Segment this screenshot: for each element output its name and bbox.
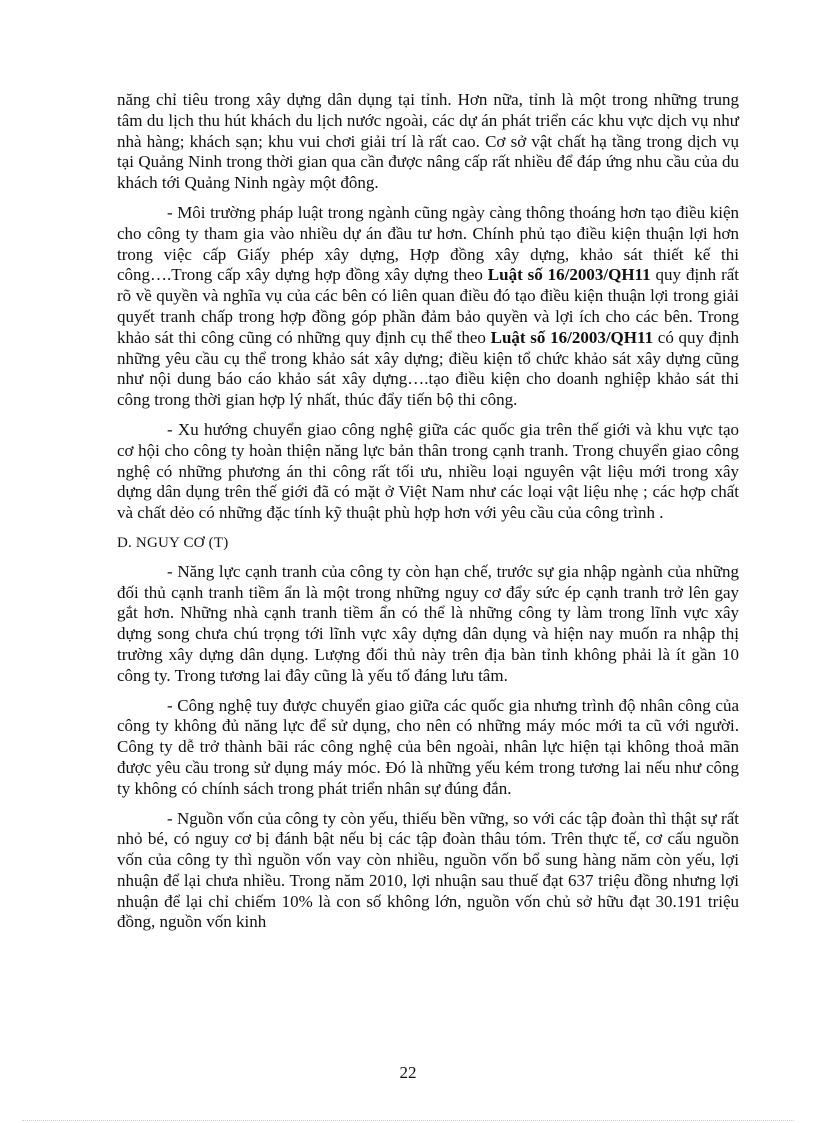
paragraph-text: - Môi trường pháp luật trong ngành cũng ngày càng thông thoáng hơn tạo điều kiện cho công ty tham gia vào nhiều dự án đầu tư hơn. Chính phủ tạo điều kiện thuận lợi hơn trong việc cấp Giấy phép xây dựng, Hợp đồng xây dựng, khảo sát thiết kế thi công….Trong cấp xây dựng hợp đồng xây dựng theo <box>117 202 739 285</box>
section-heading: D. NGUY CƠ (T) <box>117 534 229 551</box>
document-page <box>117 90 739 942</box>
body-text-before-heading <box>117 90 739 524</box>
paragraph-text: có quy định những yêu cầu cụ thể trong khảo sát xây dựng; điều kiện tổ chức khảo sát xây dựng cũng như nội dung báo cáo khảo sát xây dựng….tạo điều kiện cho doanh nghiệp khảo sát thi công trong thời gian hợp lý nhất, thúc đẩy tiến bộ thi công. <box>117 327 739 410</box>
paragraph <box>117 696 739 800</box>
paragraph <box>117 562 739 687</box>
law-reference: Luật số 16/2003/QH11 <box>487 265 651 285</box>
paragraph <box>117 203 739 411</box>
paragraph-text: - Xu hướng chuyển giao công nghệ giữa các quốc gia trên thế giới và khu vực tạo cơ hội cho công ty hoàn thiện năng lực bản thân trong cạnh tranh. Trong chuyển giao công nghệ có những phương án thi công rất tối ưu, nhiều loại nguyên vật liệu mới trong xây dựng dân dụng trên thế giới đã có mặt ở Việt Nam như các loại vật liệu nhẹ ; các hợp chất và chất dẻo có những đặc tính kỹ thuật phù hợp hơn với yêu cầu của công trình . <box>117 419 739 523</box>
paragraph <box>117 420 739 524</box>
paragraph-text: quy định rất rõ về quyền và nghĩa vụ của các bên có liên quan điều đó tạo điều kiện thuận lợi trong giải quyết tranh chấp trong hợp đồng góp phần đảm bảo quyền và lợi ích cho các bên. Trong khảo sát thi công cũng có những quy định cụ thể theo <box>117 265 739 347</box>
paragraph-text: - Công nghệ tuy được chuyển giao giữa các quốc gia nhưng trình độ nhân công của công ty không đủ năng lực để sử dụng, cho nên có những máy móc mới ta cũ với người. Công ty dễ trở thành bãi rác công nghệ của bên ngoài, nhân lực hiện tại không thoả mãn được yêu cầu trong sử dụng máy móc. Đó là những yếu kém trong tương lai nếu như công ty không có chính sách trong phát triển nhân sự đúng đắn. <box>117 695 739 798</box>
paragraph-text: - Năng lực cạnh tranh của công ty còn hạn chế, trước sự gia nhập ngành của những đối thủ cạnh tranh tiềm ẩn là một trong những nguy cơ đẩy sức ép cạnh tranh trở lên gay gắt hơn. Những nhà cạnh tranh tiềm ẩn có thể là những công ty làm trong lĩnh vực xây dựng song chưa chú trọng tới lĩnh vực xây dựng dân dụng và hiện nay muốn ra nhập thị trường xây dựng dân dụng. Lượng đối thủ này trên địa bàn tỉnh không phải là ít gần 10 công ty. Trong tương lai đây cũng là yếu tố đáng lưu tâm. <box>117 561 739 685</box>
page-number: 22 <box>399 1063 417 1082</box>
paragraph <box>117 90 739 194</box>
paragraph-text: - Nguồn vốn của công ty còn yếu, thiếu bền vững, so với các tập đoàn thì thật sự rất nhỏ bé, có nguy cơ bị đánh bật nếu bị các tập đoàn thâu tóm. Trên thực tế, cơ cấu nguồn vốn của công ty thì nguồn vốn vay còn nhiều, nguồn vốn bổ sung hàng năm còn yếu, lợi nhuận để lại chưa nhiều. Trong năm 2010, lợi nhuận sau thuế đạt 637 triệu đồng nhưng lợi nhuận để lại chỉ chiếm 10% là con số không lớn, nguồn vốn chủ sở hữu đạt 30.191 triệu đồng, nguồn vốn kinh <box>117 808 739 932</box>
paragraph-text: năng chỉ tiêu trong xây dựng dân dụng tại tỉnh. Hơn nữa, tỉnh là một trong những trung tâm du lịch thu hút khách du lịch nước ngoài, các dự án phát triển các khu vực dịch vụ như nhà hàng; khách sạn; khu vui chơi giải trí là rất cao. Cơ sở vật chất hạ tầng trong dịch vụ tại Quảng Ninh trong thời gian qua cần được nâng cấp rất nhiều để đáp ứng nhu cầu của du khách tới Quảng Ninh ngày một đông. <box>117 90 739 193</box>
footer-divider <box>22 1120 794 1121</box>
body-text-after-heading <box>117 562 739 934</box>
law-reference: Luật số 16/2003/QH11 <box>490 327 654 347</box>
paragraph <box>117 809 739 934</box>
